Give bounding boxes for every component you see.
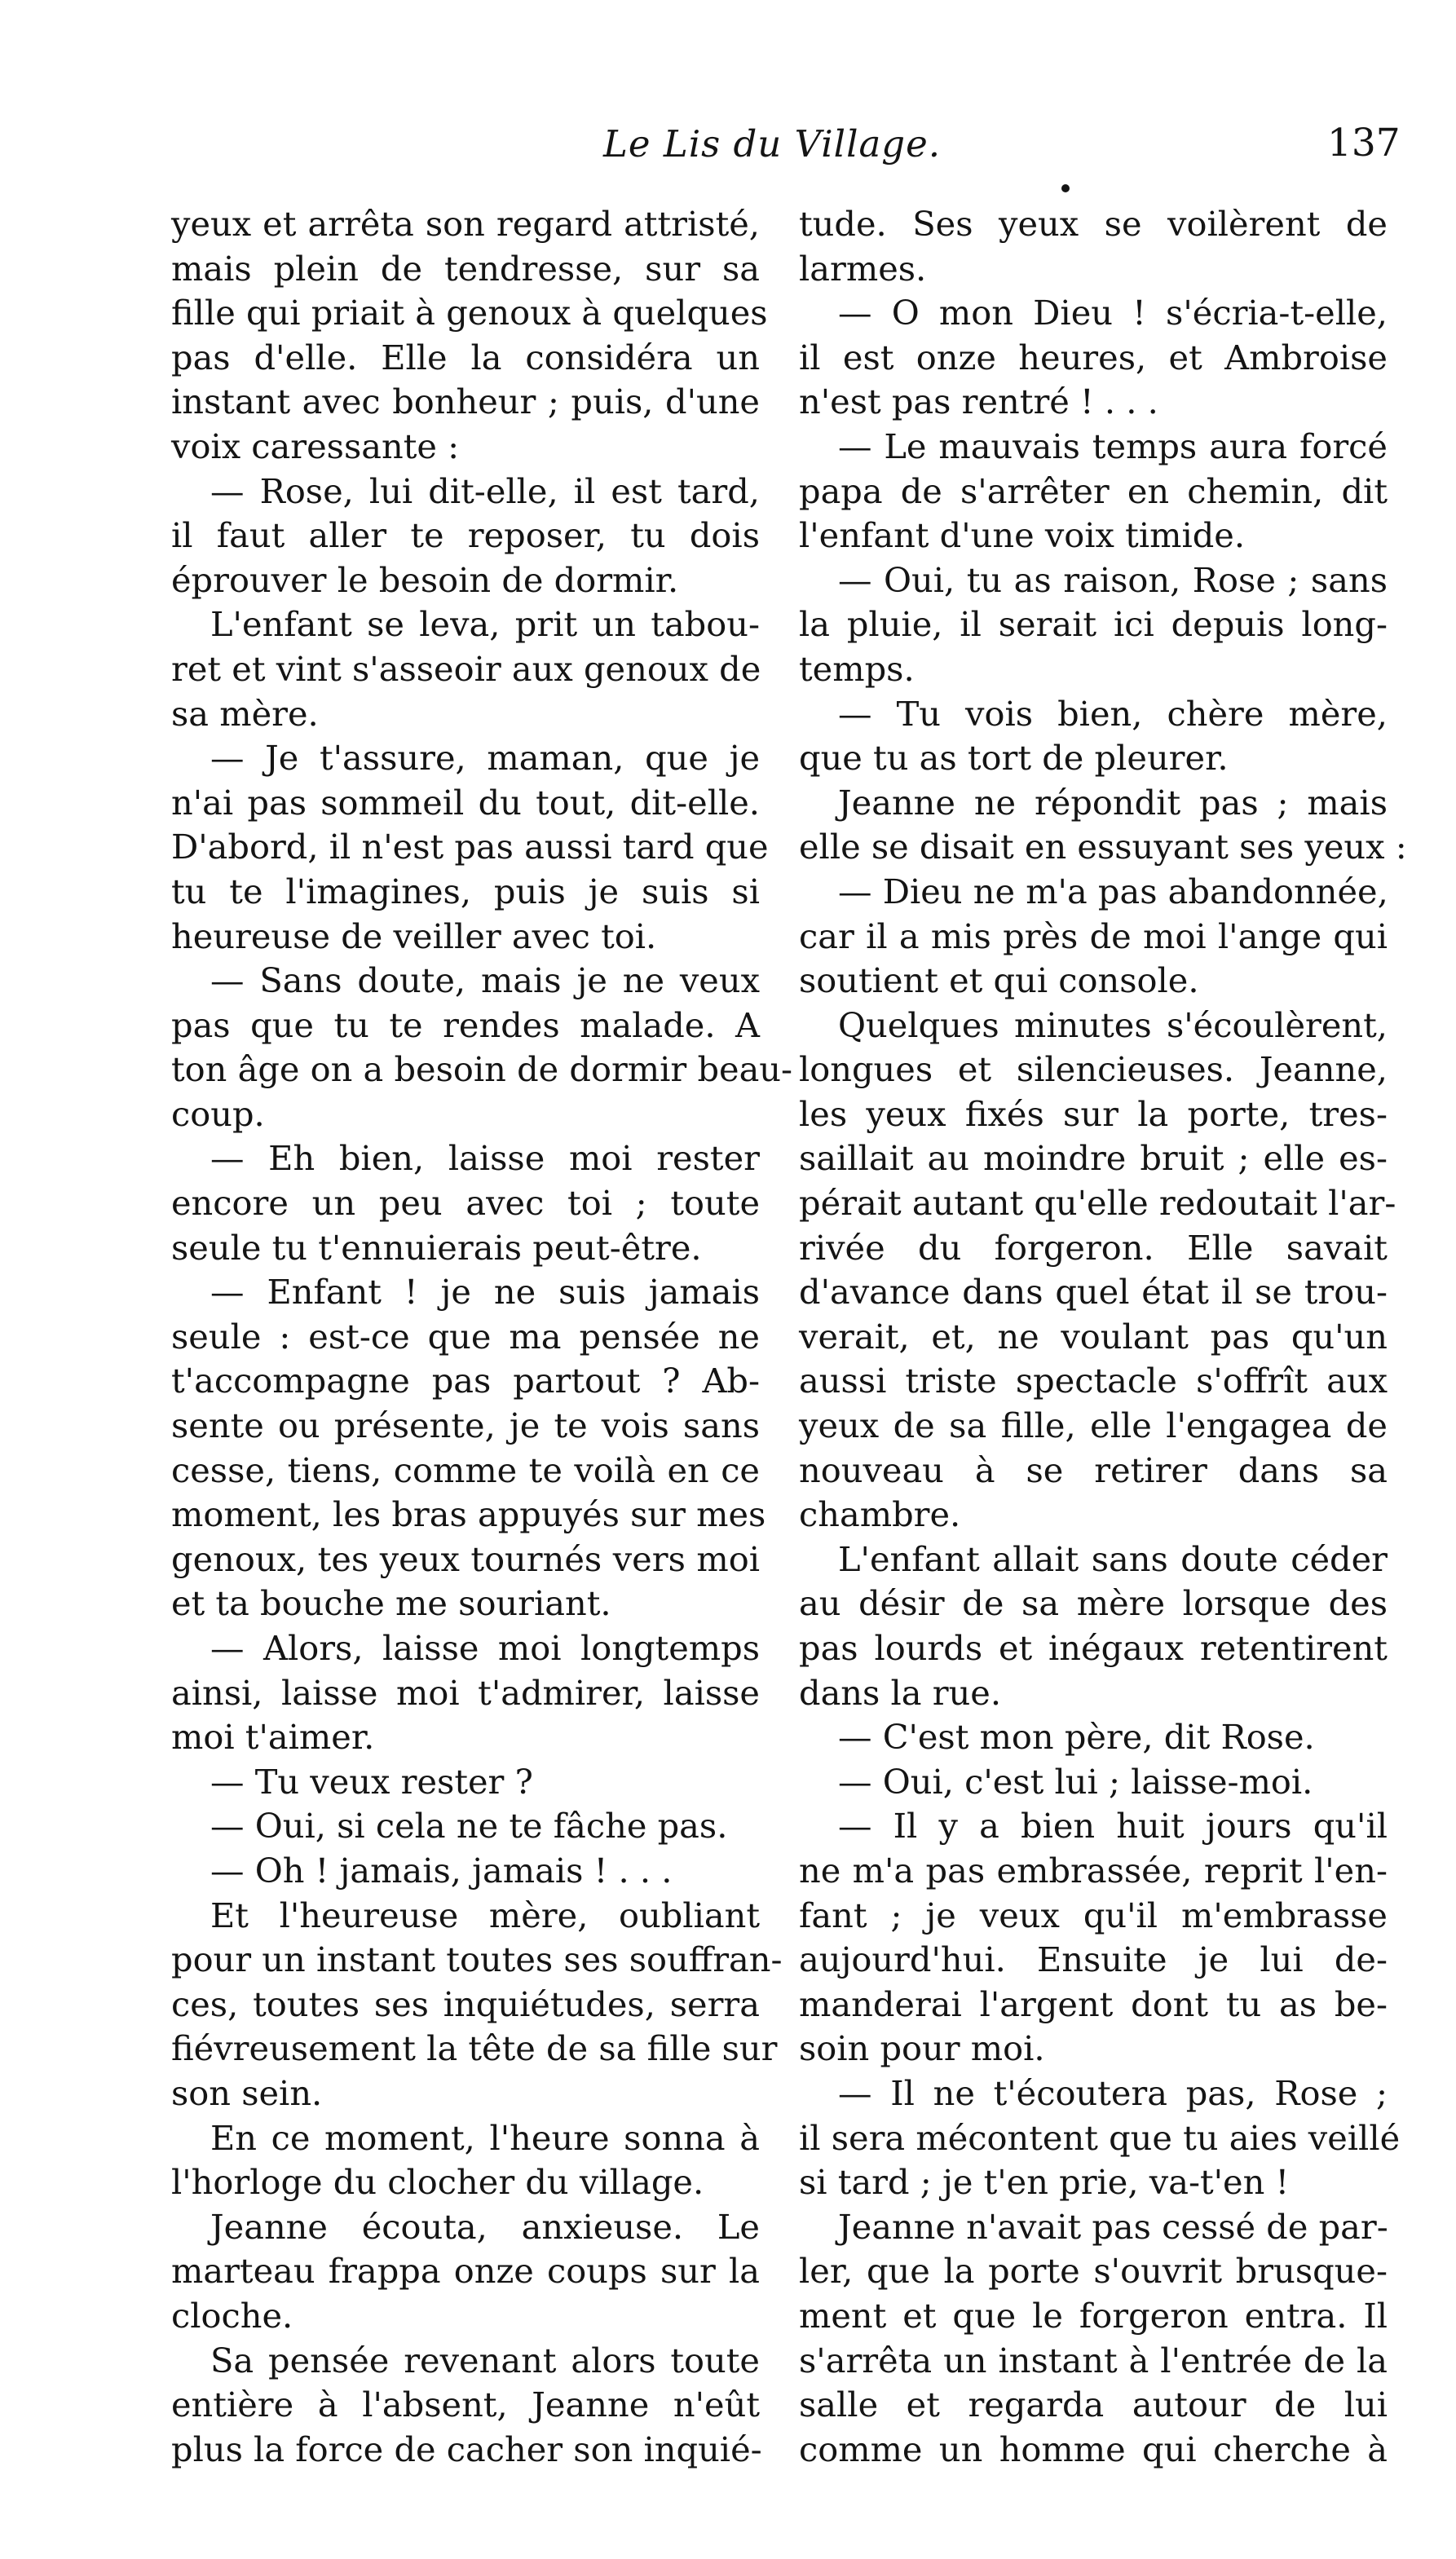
right-column-line: au désir de sa mère lorsque des — [799, 1583, 1388, 1624]
left-column-line: cloche. — [171, 2295, 293, 2336]
left-column-line: n'ai pas sommeil du tout, dit-elle. — [171, 782, 760, 823]
right-column-line: manderai l'argent dont tu as be- — [799, 1983, 1388, 2024]
left-column-line: ainsi, laisse moi t'admirer, laisse — [171, 1672, 760, 1713]
left-column-line: mais plein de tendresse, sur sa — [171, 248, 760, 289]
right-column-line: n'est pas rentré ! . . . — [799, 382, 1158, 422]
right-column-line: Quelques minutes s'écoulèrent, — [838, 1004, 1388, 1045]
left-column-line: ret et vint s'asseoir aux genoux de — [171, 648, 761, 689]
right-column-line: — Tu vois bien, chère mère, — [838, 693, 1388, 734]
right-column-line: rivée du forgeron. Elle savait — [799, 1227, 1388, 1268]
left-column-line: cesse, tiens, comme te voilà en ce — [171, 1449, 760, 1490]
left-column-line: — Oh ! jamais, jamais ! . . . — [210, 1850, 673, 1891]
left-column-line: yeux et arrêta son regard attristé, — [171, 204, 760, 244]
left-column-line: moment, les bras appuyés sur mes — [171, 1494, 766, 1535]
left-column-line: — Eh bien, laisse moi rester — [210, 1138, 760, 1179]
right-column-line: larmes. — [799, 248, 927, 289]
left-column-line: éprouver le besoin de dormir. — [171, 559, 679, 600]
running-title: Le Lis du Village. — [603, 122, 942, 165]
right-column-line: fant ; je veux qu'il m'embrasse — [799, 1895, 1388, 1935]
right-column-line: ment et que le forgeron entra. Il — [799, 2295, 1388, 2336]
right-column-line: temps. — [799, 648, 915, 689]
left-column-line: l'horloge du clocher du village. — [171, 2162, 704, 2203]
right-column-line: salle et regarda autour de lui — [799, 2385, 1388, 2425]
right-column-line: car il a mis près de moi l'ange qui — [799, 916, 1388, 956]
right-column-line: la pluie, il serait ici depuis long- — [799, 604, 1388, 645]
left-column-line: — Oui, si cela ne te fâche pas. — [210, 1806, 728, 1846]
left-column-line: moi t'aimer. — [171, 1717, 375, 1758]
left-column-line: et ta bouche me souriant. — [171, 1583, 611, 1624]
right-column-line: longues et silencieuses. Jeanne, — [799, 1049, 1388, 1090]
right-column-line: ne m'a pas embrassée, reprit l'en- — [799, 1850, 1388, 1891]
left-text-column — [171, 202, 793, 2472]
right-column-line: si tard ; je t'en prie, va-t'en ! — [799, 2162, 1290, 2203]
right-column-line: soin pour moi. — [799, 2028, 1045, 2069]
right-column-line: soutient et qui console. — [799, 960, 1199, 1001]
left-column-line: D'abord, il n'est pas aussi tard que — [171, 827, 769, 867]
left-column-line: — Tu veux rester ? — [210, 1761, 533, 1802]
right-column-line: les yeux fixés sur la porte, tres- — [799, 1093, 1388, 1134]
left-column-line: pour un instant toutes ses souffran- — [171, 1939, 783, 1980]
right-column-line: — C'est mon père, dit Rose. — [838, 1717, 1315, 1758]
right-text-column — [799, 202, 1407, 2472]
left-column-line: voix caressante : — [171, 426, 460, 466]
right-column-line: aujourd'hui. Ensuite je lui de- — [799, 1939, 1388, 1980]
right-column-line: d'avance dans quel état il se trou- — [799, 1272, 1388, 1313]
left-column-line: instant avec bonheur ; puis, d'une — [171, 382, 760, 422]
right-column-line: il sera mécontent que tu aies veillé — [799, 2117, 1401, 2158]
left-column-line: Sa pensée revenant alors toute — [210, 2340, 760, 2380]
left-column-line: coup. — [171, 1093, 265, 1134]
right-column-line: dans la rue. — [799, 1672, 1002, 1713]
right-column-line: ler, que la porte s'ouvrit brusque- — [799, 2251, 1388, 2292]
left-column-line: seule tu t'ennuierais peut-être. — [171, 1227, 702, 1268]
right-column-line: verait, et, ne voulant pas qu'un — [799, 1316, 1388, 1357]
left-column-line: encore un peu avec toi ; toute — [171, 1183, 760, 1224]
left-column-line: plus la force de cacher son inquié- — [171, 2429, 762, 2469]
right-column-line: chambre. — [799, 1494, 961, 1535]
left-column-line: il faut aller te reposer, tu dois — [171, 515, 760, 556]
right-column-line: comme un homme qui cherche à — [799, 2429, 1388, 2469]
left-column-line: fiévreusement la tête de sa fille sur — [171, 2028, 778, 2069]
left-column-line: Jeanne écouta, anxieuse. Le — [210, 2206, 760, 2247]
right-column-line: Jeanne ne répondit pas ; mais — [838, 782, 1388, 823]
left-column-line: ces, toutes ses inquiétudes, serra — [171, 1983, 760, 2024]
right-column-line: pérait autant qu'elle redoutait l'ar- — [799, 1183, 1396, 1224]
right-column-line: l'enfant d'une voix timide. — [799, 515, 1246, 556]
left-column-line: — Enfant ! je ne suis jamais — [210, 1272, 760, 1313]
left-column-line: sente ou présente, je te vois sans — [171, 1405, 760, 1446]
right-column-line: — Oui, tu as raison, Rose ; sans — [838, 559, 1388, 600]
right-column-line: tude. Ses yeux se voilèrent de — [799, 204, 1388, 244]
left-column-line: pas d'elle. Elle la considéra un — [171, 337, 760, 377]
right-column-line: Jeanne n'avait pas cessé de par- — [838, 2206, 1388, 2247]
left-column-line: sa mère. — [171, 693, 319, 734]
right-column-line: nouveau à se retirer dans sa — [799, 1449, 1388, 1490]
right-column-line: L'enfant allait sans doute céder — [838, 1538, 1388, 1579]
right-column-line: s'arrêta un instant à l'entrée de la — [799, 2340, 1388, 2380]
left-column-line: t'accompagne pas partout ? Ab- — [171, 1361, 760, 1401]
right-column-line: yeux de sa fille, elle l'engagea de — [799, 1405, 1388, 1446]
right-column-line: aussi triste spectacle s'offrît aux — [799, 1361, 1388, 1401]
right-column-line: il est onze heures, et Ambroise — [799, 337, 1388, 377]
left-column-line: — Sans doute, mais je ne veux — [210, 960, 760, 1001]
left-column-line: seule : est-ce que ma pensée ne — [171, 1316, 760, 1357]
left-column-line: fille qui priait à genoux à quelques — [171, 293, 768, 333]
right-column-line: — O mon Dieu ! s'écria-t-elle, — [838, 293, 1388, 333]
left-column-line: Et l'heureuse mère, oubliant — [210, 1895, 760, 1935]
right-column-line: — Il y a bien huit jours qu'il — [838, 1806, 1388, 1846]
page-number: 137 — [1327, 121, 1401, 165]
right-column-line: — Oui, c'est lui ; laisse-moi. — [838, 1761, 1313, 1802]
left-column-line: — Je t'assure, maman, que je — [210, 738, 760, 779]
left-column-line: marteau frappa onze coups sur la — [171, 2251, 760, 2292]
left-column-line: pas que tu te rendes malade. A — [171, 1004, 760, 1045]
left-column-line: ton âge on a besoin de dormir beau- — [171, 1049, 793, 1090]
right-column-line: — Le mauvais temps aura forcé — [838, 426, 1388, 466]
left-column-line: genoux, tes yeux tournés vers moi — [171, 1538, 760, 1579]
right-column-line: — Il ne t'écoutera pas, Rose ; — [838, 2072, 1388, 2113]
right-column-line: que tu as tort de pleurer. — [799, 738, 1229, 779]
right-column-line: pas lourds et inégaux retentirent — [799, 1628, 1388, 1668]
left-column-line: son sein. — [171, 2072, 323, 2113]
right-column-line: elle se disait en essuyant ses yeux : — [799, 827, 1407, 867]
left-column-line: heureuse de veiller avec toi. — [171, 916, 657, 956]
printing-dot-mark — [1061, 184, 1070, 192]
left-column-line: En ce moment, l'heure sonna à — [210, 2117, 760, 2158]
left-column-line: entière à l'absent, Jeanne n'eût — [171, 2385, 760, 2425]
left-column-line: — Alors, laisse moi longtemps — [210, 1628, 760, 1668]
left-column-line: — Rose, lui dit-elle, il est tard, — [210, 470, 760, 511]
left-column-line: tu te l'imagines, puis je suis si — [171, 871, 760, 911]
right-column-line: papa de s'arrêter en chemin, dit — [799, 470, 1388, 511]
right-column-line: — Dieu ne m'a pas abandonnée, — [838, 871, 1388, 911]
left-column-line: L'enfant se leva, prit un tabou- — [210, 604, 760, 645]
right-column-line: saillait au moindre bruit ; elle es- — [799, 1138, 1388, 1179]
